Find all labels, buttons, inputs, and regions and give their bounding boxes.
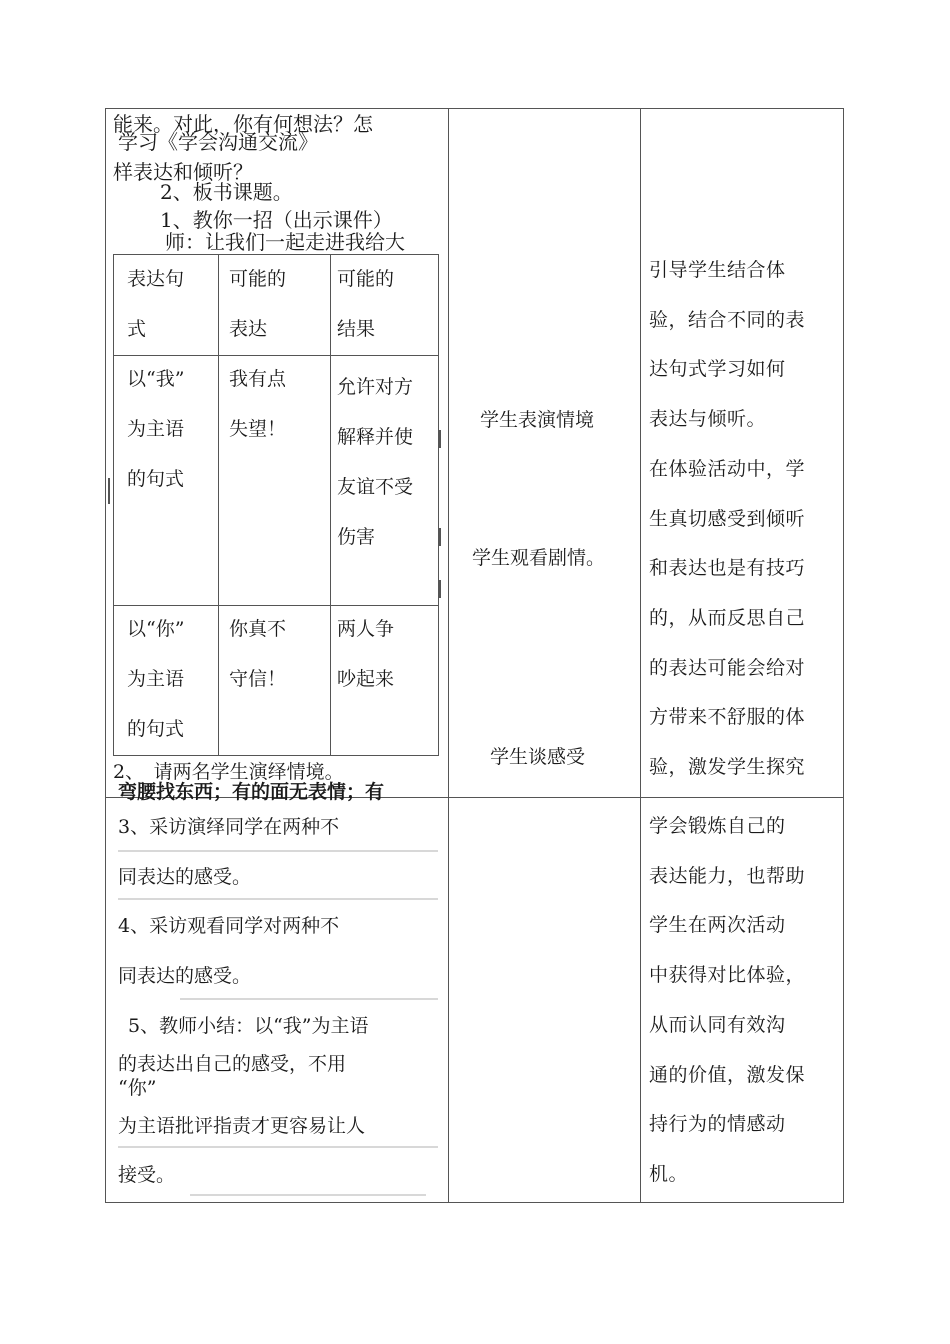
inner-border-right: [438, 254, 439, 756]
right-bottom-line: 学生在两次活动: [649, 914, 786, 937]
row1-cell-1-line: 以“我”: [127, 368, 185, 390]
header-cell-3: [337, 254, 394, 354]
left-text-line2: 样表达和倾听？: [113, 160, 253, 184]
right-bottom-line: 表达能力，也帮助: [649, 864, 806, 887]
row2-cell-2-line: 你真不: [229, 618, 287, 640]
inner-border-left: [113, 254, 114, 756]
right-bottom-line: 中获得对比体验，: [649, 964, 806, 987]
right-bottom-line: 持行为的情感动: [649, 1113, 786, 1136]
left-text-line1b: 学习《学会沟通交流》: [118, 130, 318, 154]
right-top-line: 验，结合不同的表: [649, 308, 806, 331]
right-top-line: 在体验活动中，学: [649, 457, 806, 480]
faint-artifact: [180, 998, 438, 1000]
row1-cell-1-line: 为主语: [127, 418, 185, 440]
right-top-line: 生真切感受到倾听: [649, 507, 806, 530]
right-top-text: [649, 246, 805, 793]
outer-border-left: [105, 108, 106, 1203]
row1-cell-1-line: 的句式: [127, 468, 185, 490]
right-bottom-line: 学会锻炼自己的: [649, 815, 786, 837]
item5-line4: 为主语批评指责才更容易让人: [118, 1115, 366, 1137]
item5-line3: “你”: [118, 1077, 157, 1099]
right-top-line: 的表达可能会给对: [649, 656, 806, 679]
right-bottom-line: 通的价值，激发保: [649, 1063, 806, 1086]
item4-line1: 4、采访观看同学对两种不: [118, 915, 340, 937]
inner-col-divider-2: [330, 254, 331, 756]
right-top-line: 的，从而反思自己: [649, 606, 806, 629]
item5-line2: 的表达出自己的感受，不用: [118, 1053, 347, 1075]
item5-line1: 5、教师小结：以“我”为主语: [128, 1015, 369, 1037]
faint-artifact: [118, 850, 438, 852]
middle-text-perform: 学生表演情境: [480, 409, 595, 431]
row1-cell-2: [229, 354, 286, 454]
header-cell-1-line: 式: [127, 318, 147, 340]
header-cell-3-line: 可能的: [337, 268, 395, 290]
middle-text-feel: 学生谈感受: [490, 746, 586, 768]
stray-mark: [108, 478, 114, 504]
stray-mark: [439, 528, 445, 546]
row2-cell-1-line: 的句式: [127, 718, 185, 740]
item3-line2: 同表达的感受。: [118, 866, 252, 888]
faint-artifact: [190, 1194, 426, 1196]
middle-text-watch: 学生观看剧情。: [472, 547, 606, 569]
row1-cell-3: [337, 362, 413, 562]
faint-artifact: [118, 1146, 438, 1148]
row1-cell-3-line: 友谊不受: [337, 476, 414, 498]
row1-cell-2-line: 失望！: [229, 418, 287, 440]
right-top-line: 达句式学习如何: [649, 358, 786, 381]
header-cell-3-line: 结果: [337, 318, 376, 340]
outer-border-top: [105, 108, 844, 109]
step2-text: 2、 请两名学生演绎情境。: [113, 761, 344, 783]
right-top-line: 验，激发学生探究: [649, 756, 806, 779]
row1-cell-3-line: 伤害: [337, 526, 376, 548]
header-cell-1-line: 表达句: [127, 268, 185, 290]
row2-cell-3-line: 两人争: [337, 618, 395, 640]
row2-cell-3: [337, 604, 394, 704]
row2-cell-1-line: 以“你”: [127, 618, 185, 640]
left-text-line1: 能来。对此，你有何想法？怎: [113, 112, 373, 136]
right-top-line: 和表达也是有技巧: [649, 557, 806, 580]
header-cell-2: [229, 254, 286, 354]
outer-border-right: [843, 108, 844, 1203]
right-top-line: 引导学生结合体: [649, 259, 786, 281]
inner-border-bottom: [113, 755, 439, 756]
header-cell-2-line: 表达: [229, 318, 268, 340]
left-text-line3: 2、板书课题。: [160, 180, 293, 204]
right-top-line: 表达与倾听。: [649, 408, 767, 431]
column-divider-2: [640, 108, 641, 1203]
header-cell-2-line: 可能的: [229, 268, 287, 290]
row2-cell-1: [127, 604, 184, 754]
row1-cell-3-line: 解释并使: [337, 426, 414, 448]
bold-scene-text: 弯腰找东西；有的面无表情；有: [118, 781, 385, 803]
right-bottom-line: 从而认同有效沟: [649, 1013, 786, 1036]
left-text-line5: 师：让我们一起走进我给大: [165, 230, 405, 254]
inner-table: [113, 254, 439, 756]
right-bottom-text: [649, 802, 805, 1200]
header-cell-1: [127, 254, 184, 354]
faint-artifact: [118, 898, 438, 900]
row1-cell-1: [127, 354, 184, 504]
item3-line1: 3、采访演绎同学在两种不: [118, 816, 340, 838]
item4-line2: 同表达的感受。: [118, 965, 252, 987]
row1-cell-3-line: 允许对方: [337, 376, 414, 398]
right-top-line: 方带来不舒服的体: [649, 706, 806, 729]
inner-col-divider-1: [218, 254, 219, 756]
stray-mark: [439, 430, 445, 448]
row2-cell-3-line: 吵起来: [337, 668, 395, 690]
item5-line5: 接受。: [118, 1164, 176, 1186]
outer-border-bottom: [105, 1202, 844, 1203]
left-text-line4: 1、教你一招（出示课件）: [160, 208, 393, 232]
stray-mark: [439, 580, 445, 598]
row1-cell-2-line: 我有点: [229, 368, 287, 390]
right-bottom-line: 机。: [649, 1162, 689, 1185]
row2-cell-1-line: 为主语: [127, 668, 185, 690]
column-divider-1: [448, 108, 449, 1203]
row2-cell-2: [229, 604, 286, 704]
row2-cell-2-line: 守信！: [229, 668, 287, 690]
